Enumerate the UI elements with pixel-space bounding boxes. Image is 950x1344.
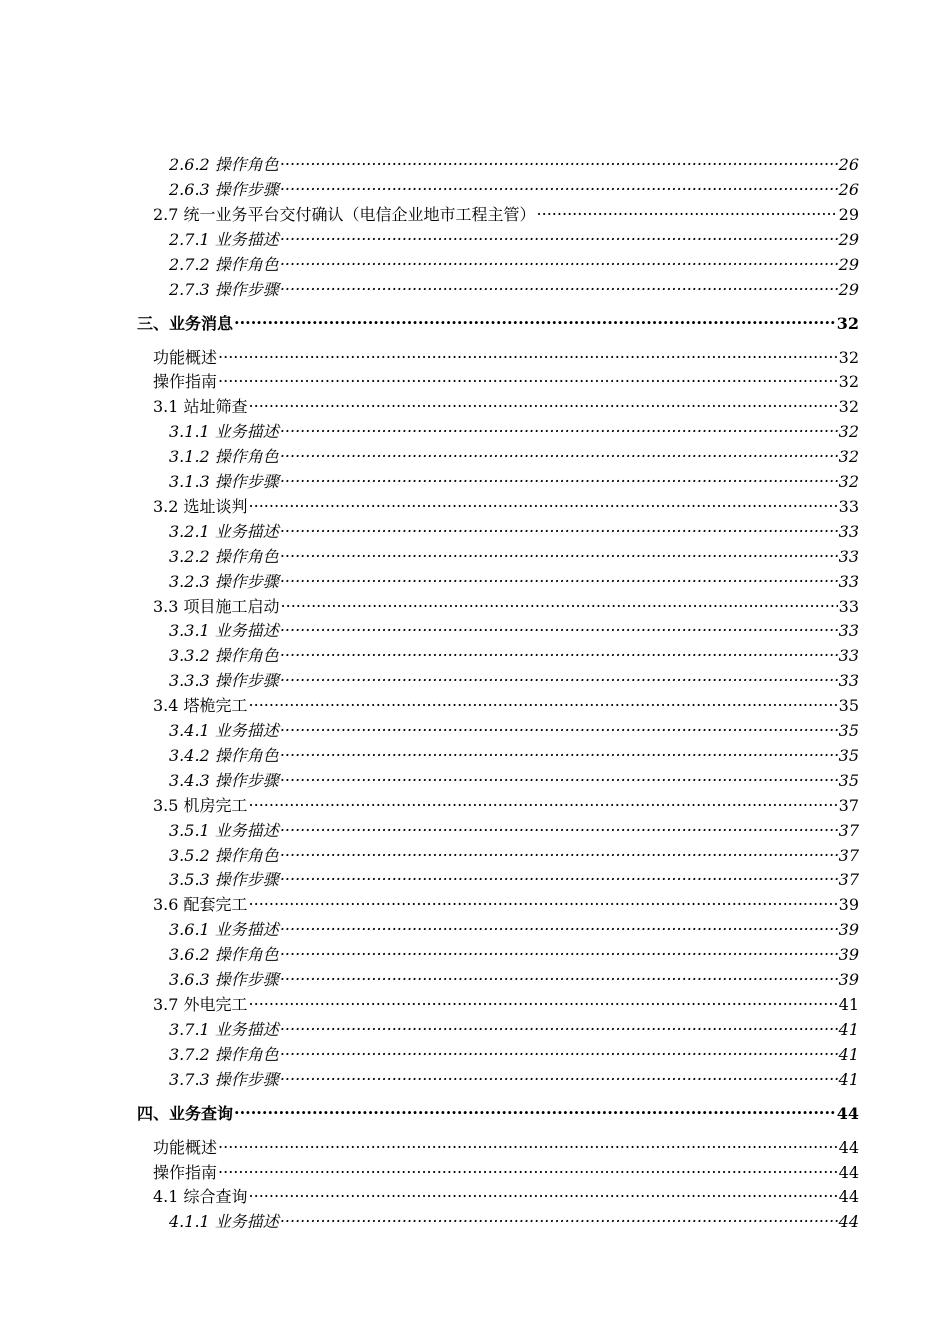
dot-leader [249,492,838,512]
toc-entry-title: 三、业务消息 [137,313,234,333]
dot-leader [249,1182,838,1202]
toc-entry[interactable] [169,417,859,442]
toc-entry-title: 操作指南 [153,1162,218,1182]
toc-entry-page-number: 32 [838,472,859,491]
toc-entry-page-number: 26 [838,155,859,174]
dot-leader [280,1207,838,1227]
toc-entry-title: 3.4 塔桅完工 [153,696,248,716]
toc-entry-title: 2.7.3 操作步骤 [169,279,279,299]
dot-leader [537,200,838,220]
dot-leader [280,517,838,537]
toc-entry-page-number: 32 [836,313,859,333]
dot-leader [218,1133,838,1153]
toc-entry[interactable] [169,641,859,666]
toc-entry[interactable] [153,1133,859,1157]
toc-entry-title: 3.1.2 操作角色 [169,447,279,467]
toc-entry[interactable] [169,467,859,491]
dot-leader [280,1040,838,1060]
toc-entry[interactable] [153,367,859,392]
toc-entry[interactable] [153,343,859,367]
toc-entry[interactable] [169,1015,859,1039]
toc-entry-title: 3.6.3 操作步骤 [169,970,279,989]
toc-entry-title: 2.7 统一业务平台交付确认（电信企业地市工程主管） [153,204,536,224]
toc-entry[interactable] [153,1158,859,1182]
toc-entry-page-number: 35 [838,696,859,716]
toc-entry[interactable] [169,175,859,199]
toc-entry-page-number: 33 [838,571,859,591]
dot-leader [280,442,838,462]
toc-entry-title: 3.1.3 操作步骤 [169,472,279,491]
toc-entry-title: 3.4.3 操作步骤 [169,770,279,790]
toc-entry[interactable] [169,275,859,299]
toc-entry[interactable] [169,940,859,965]
dot-leader [280,150,838,170]
toc-entry-title: 3.3.1 业务描述 [169,621,279,641]
toc-entry-title: 3.5.1 业务描述 [169,820,279,840]
toc-entry-page-number: 41 [838,1019,859,1039]
toc-entry[interactable] [169,666,859,691]
toc-entry-page-number: 44 [838,1162,859,1182]
toc-entry-page-number: 44 [836,1103,859,1123]
toc-entry[interactable] [153,791,859,815]
toc-entry[interactable] [169,965,859,989]
toc-entry-page-number: 37 [838,870,859,890]
toc-entry[interactable] [169,616,859,641]
toc-entry[interactable] [153,1182,859,1207]
toc-entry-page-number: 44 [838,1187,859,1207]
toc-entry-page-number: 39 [838,945,859,965]
toc-entry-page-number: 26 [838,179,859,199]
dot-leader [280,940,838,960]
toc-entry-title: 3.6.1 业务描述 [169,920,279,940]
toc-entry-page-number: 29 [838,204,859,224]
toc-entry-page-number: 37 [838,845,859,865]
toc-entry-title: 3.3.3 操作步骤 [169,671,279,691]
toc-entry-title: 3.7 外电完工 [153,994,248,1014]
toc-entry-page-number: 35 [838,770,859,790]
toc-entry-page-number: 29 [838,254,859,274]
toc-entry[interactable] [153,990,859,1014]
toc-entry-title: 3.2.2 操作角色 [169,546,279,566]
toc-entry-page-number: 37 [838,820,859,840]
toc-entry-page-number: 32 [838,422,859,442]
toc-entry-page-number: 32 [838,372,859,392]
toc-entry-title: 2.6.2 操作角色 [169,155,279,174]
toc-entry[interactable] [169,865,859,890]
dot-leader [234,309,836,329]
toc-entry-title: 3.2.1 业务描述 [169,521,279,541]
dot-leader [280,567,838,587]
toc-entry[interactable] [169,1065,859,1089]
toc-entry[interactable] [137,309,859,333]
toc-entry-page-number: 39 [838,920,859,940]
dot-leader [280,225,838,245]
toc-entry[interactable] [169,442,859,467]
toc-entry-page-number: 32 [838,447,859,467]
toc-entry-title: 操作指南 [153,372,218,392]
dot-leader [280,250,838,270]
dot-leader [280,766,838,786]
toc-entry[interactable] [169,542,859,566]
toc-entry-page-number: 33 [838,546,859,566]
toc-entry-title: 功能概述 [153,347,218,367]
dot-leader [280,1065,838,1085]
dot-leader [280,275,838,295]
toc-entry[interactable] [169,716,859,740]
toc-entry-title: 3.5.3 操作步骤 [169,870,279,890]
toc-entry-page-number: 41 [838,1069,859,1089]
toc-entry[interactable] [153,592,859,616]
toc-entry[interactable] [169,816,859,840]
toc-entry-title: 3.7.1 业务描述 [169,1019,279,1039]
toc-entry-title: 4.1.1 业务描述 [169,1212,279,1232]
toc-entry-page-number: 44 [838,1212,859,1232]
toc-entry-page-number: 39 [838,895,859,915]
dot-leader [280,467,838,487]
toc-entry[interactable] [169,766,859,790]
dot-leader [280,865,838,885]
toc-entry-page-number: 33 [838,596,859,616]
toc-entry[interactable] [169,517,859,541]
dot-leader [218,1158,838,1178]
toc-entry-page-number: 33 [838,621,859,641]
toc-entry-page-number: 33 [838,496,859,516]
dot-leader [281,592,838,612]
toc-entry-title: 2.7.2 操作角色 [169,254,279,274]
toc-entry-title: 2.6.3 操作步骤 [169,179,279,199]
toc-entry-page-number: 35 [838,745,859,765]
toc-entry-title: 3.6 配套完工 [153,895,248,915]
dot-leader [280,716,838,736]
dot-leader [280,616,838,636]
toc-entry-title: 2.7.1 业务描述 [169,229,279,249]
toc-entry-title: 3.6.2 操作角色 [169,945,279,965]
toc-entry-page-number: 35 [838,721,859,740]
toc-entry-page-number: 32 [838,397,859,417]
toc-entry-page-number: 33 [838,646,859,666]
dot-leader [280,816,838,836]
toc-entry[interactable] [153,492,859,516]
dot-leader [280,965,838,985]
dot-leader [280,666,838,686]
toc-entry-title: 功能概述 [153,1137,218,1157]
toc-entry-title: 3.5.2 操作角色 [169,845,279,865]
toc-entry-page-number: 29 [838,229,859,249]
toc-entry[interactable] [169,1040,859,1064]
toc-entry[interactable] [169,150,859,174]
toc-entry[interactable] [169,915,859,940]
dot-leader [249,791,838,811]
toc-entry-title: 4.1 综合查询 [153,1187,248,1207]
toc-entry-title: 3.4.1 业务描述 [169,721,279,740]
toc-entry[interactable] [169,567,859,591]
toc-entry[interactable] [169,841,859,865]
toc-entry-title: 3.3.2 操作角色 [169,646,279,666]
toc-entry[interactable] [153,392,859,417]
dot-leader [249,890,838,910]
toc-entry-title: 3.3 项目施工启动 [153,596,280,616]
toc-entry-page-number: 33 [838,671,859,691]
toc-entry[interactable] [169,225,859,249]
toc-entry-page-number: 33 [838,521,859,541]
toc-entry-title: 3.1.1 业务描述 [169,422,279,442]
toc-entry-page-number: 41 [838,1044,859,1064]
toc-entry-title: 3.5 机房完工 [153,795,248,815]
toc-entry[interactable] [153,890,859,915]
toc-entry-page-number: 44 [838,1137,859,1157]
toc-entry[interactable] [153,200,859,224]
dot-leader [249,990,838,1010]
toc-entry-page-number: 32 [838,347,859,367]
dot-leader [280,741,838,761]
dot-leader [249,691,838,711]
dot-leader [280,1015,838,1035]
toc-entry-page-number: 29 [838,279,859,299]
toc-entry-title: 3.2.3 操作步骤 [169,571,279,591]
toc-entry-page-number: 41 [838,994,859,1014]
toc-entry-page-number: 39 [838,970,859,989]
dot-leader [280,542,838,562]
dot-leader [234,1099,836,1119]
toc-entry[interactable] [169,1207,859,1232]
toc-entry-title: 四、业务查询 [137,1103,234,1123]
toc-entry-title: 3.7.2 操作角色 [169,1044,279,1064]
dot-leader [249,392,838,412]
toc-entry[interactable] [137,1099,859,1123]
dot-leader [280,841,838,861]
dot-leader [280,175,838,195]
toc-entry-title: 3.2 选址谈判 [153,496,248,516]
toc-entry-title: 3.4.2 操作角色 [169,745,279,765]
toc-entry[interactable] [153,691,859,716]
dot-leader [280,641,838,661]
dot-leader [218,343,838,363]
toc-entry-page-number: 37 [838,795,859,815]
dot-leader [280,417,838,437]
toc-entry[interactable] [169,741,859,765]
dot-leader [280,915,838,935]
toc-entry-title: 3.1 站址筛查 [153,397,248,417]
dot-leader [218,367,838,387]
toc-entry-title: 3.7.3 操作步骤 [169,1069,279,1089]
toc-entry[interactable] [169,250,859,274]
